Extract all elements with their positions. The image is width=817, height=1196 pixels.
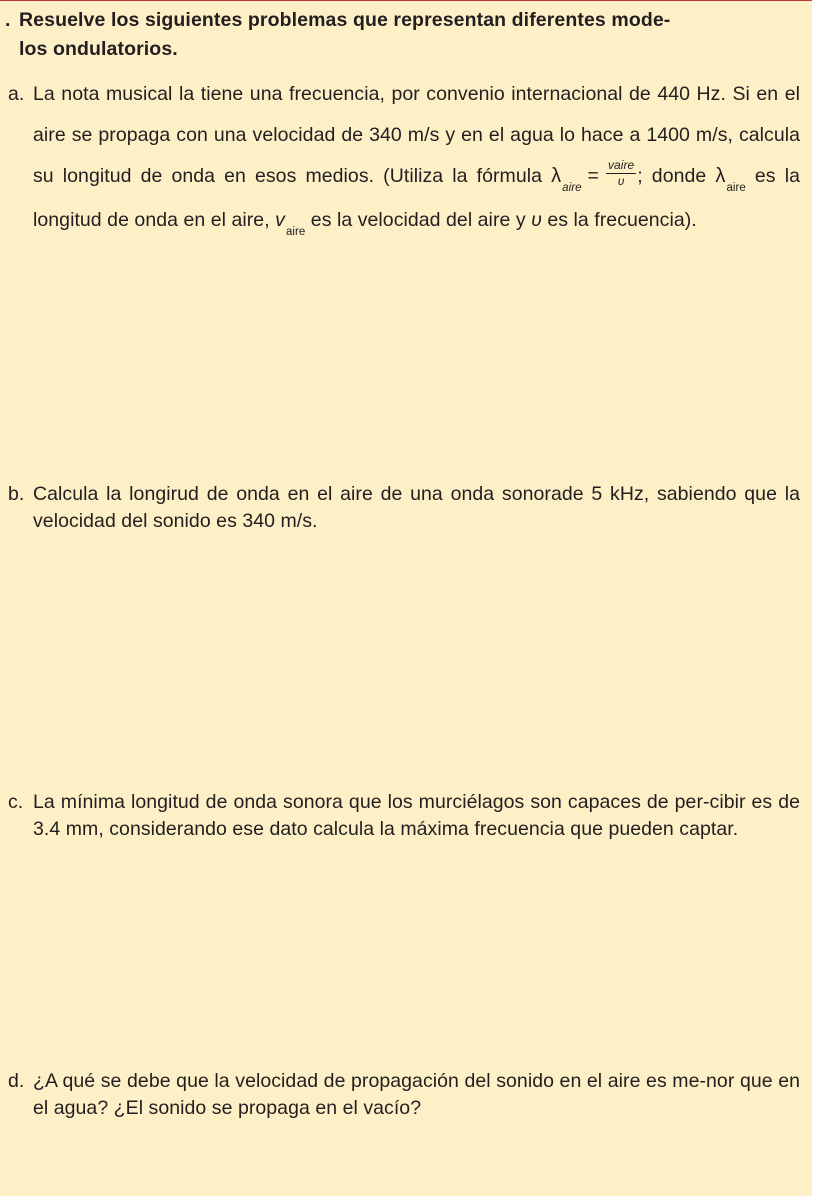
- problem-a: [8, 74, 800, 244]
- problem-d-letter: d.: [8, 1070, 25, 1092]
- formula-lambda-subscript: aire: [562, 182, 582, 194]
- lambda-symbol: λ: [715, 165, 726, 187]
- formula-fraction: [606, 159, 636, 188]
- problem-a-text-part5: es la frecuencia).: [541, 209, 697, 231]
- frequency-symbol: υ: [531, 209, 542, 231]
- formula-equals: =: [587, 165, 599, 187]
- problem-c-letter: c.: [8, 791, 24, 813]
- problem-b: [8, 481, 800, 535]
- formula-numerator: vaire: [607, 158, 635, 173]
- problem-c-text: La mínima longitud de onda sonora que los murciélagos son capaces de per-cibir es de 3.4 mm, considerando ese dato calcula la máxima frecuencia que pueden captar.: [33, 791, 800, 840]
- top-divider: [0, 0, 812, 1]
- formula-lambda: λ: [551, 165, 562, 187]
- velocity-subscript: aire: [285, 226, 306, 238]
- problem-a-text-part2: ; donde: [637, 165, 716, 187]
- problem-a-text: [33, 74, 800, 244]
- problem-a-text-part4: es la velocidad del aire y: [305, 209, 532, 231]
- problem-c: [8, 789, 800, 843]
- problem-b-text: Calcula la longirud de onda en el aire de una onda sonorade 5 kHz, sabiendo que la velocidad del sonido es 340 m/s.: [33, 483, 800, 532]
- problem-a-letter: a.: [8, 83, 25, 105]
- section-heading: [5, 6, 795, 64]
- problem-d-text: ¿A qué se debe que la velocidad de propagación del sonido en el aire es me-nor que en el agua? ¿El sonido se propaga en el vacío?: [33, 1070, 800, 1119]
- problem-a-text-part3: es la longitud de onda en el aire,: [33, 165, 800, 231]
- velocity-symbol: v: [275, 209, 285, 231]
- problem-d: [8, 1068, 800, 1122]
- problem-a-text-part1: La nota musical la tiene una frecuencia, por convenio internacional de 440 Hz. Si en el aire se propaga con una velocidad de 340 m/s y en el agua lo hace a 1400 m/s, calcula su longitud de onda en esos medios. (Utiliza la fórmula: [33, 83, 800, 187]
- heading-prefix: .: [5, 9, 11, 31]
- problem-b-letter: b.: [8, 483, 25, 505]
- lambda-subscript: aire: [726, 182, 746, 194]
- formula-denominator: υ: [617, 174, 625, 189]
- heading-line-2: los ondulatorios.: [19, 38, 178, 60]
- wavelength-formula: [551, 156, 637, 200]
- heading-line-1: Resuelve los siguientes problemas que representan diferentes mode-: [19, 9, 671, 31]
